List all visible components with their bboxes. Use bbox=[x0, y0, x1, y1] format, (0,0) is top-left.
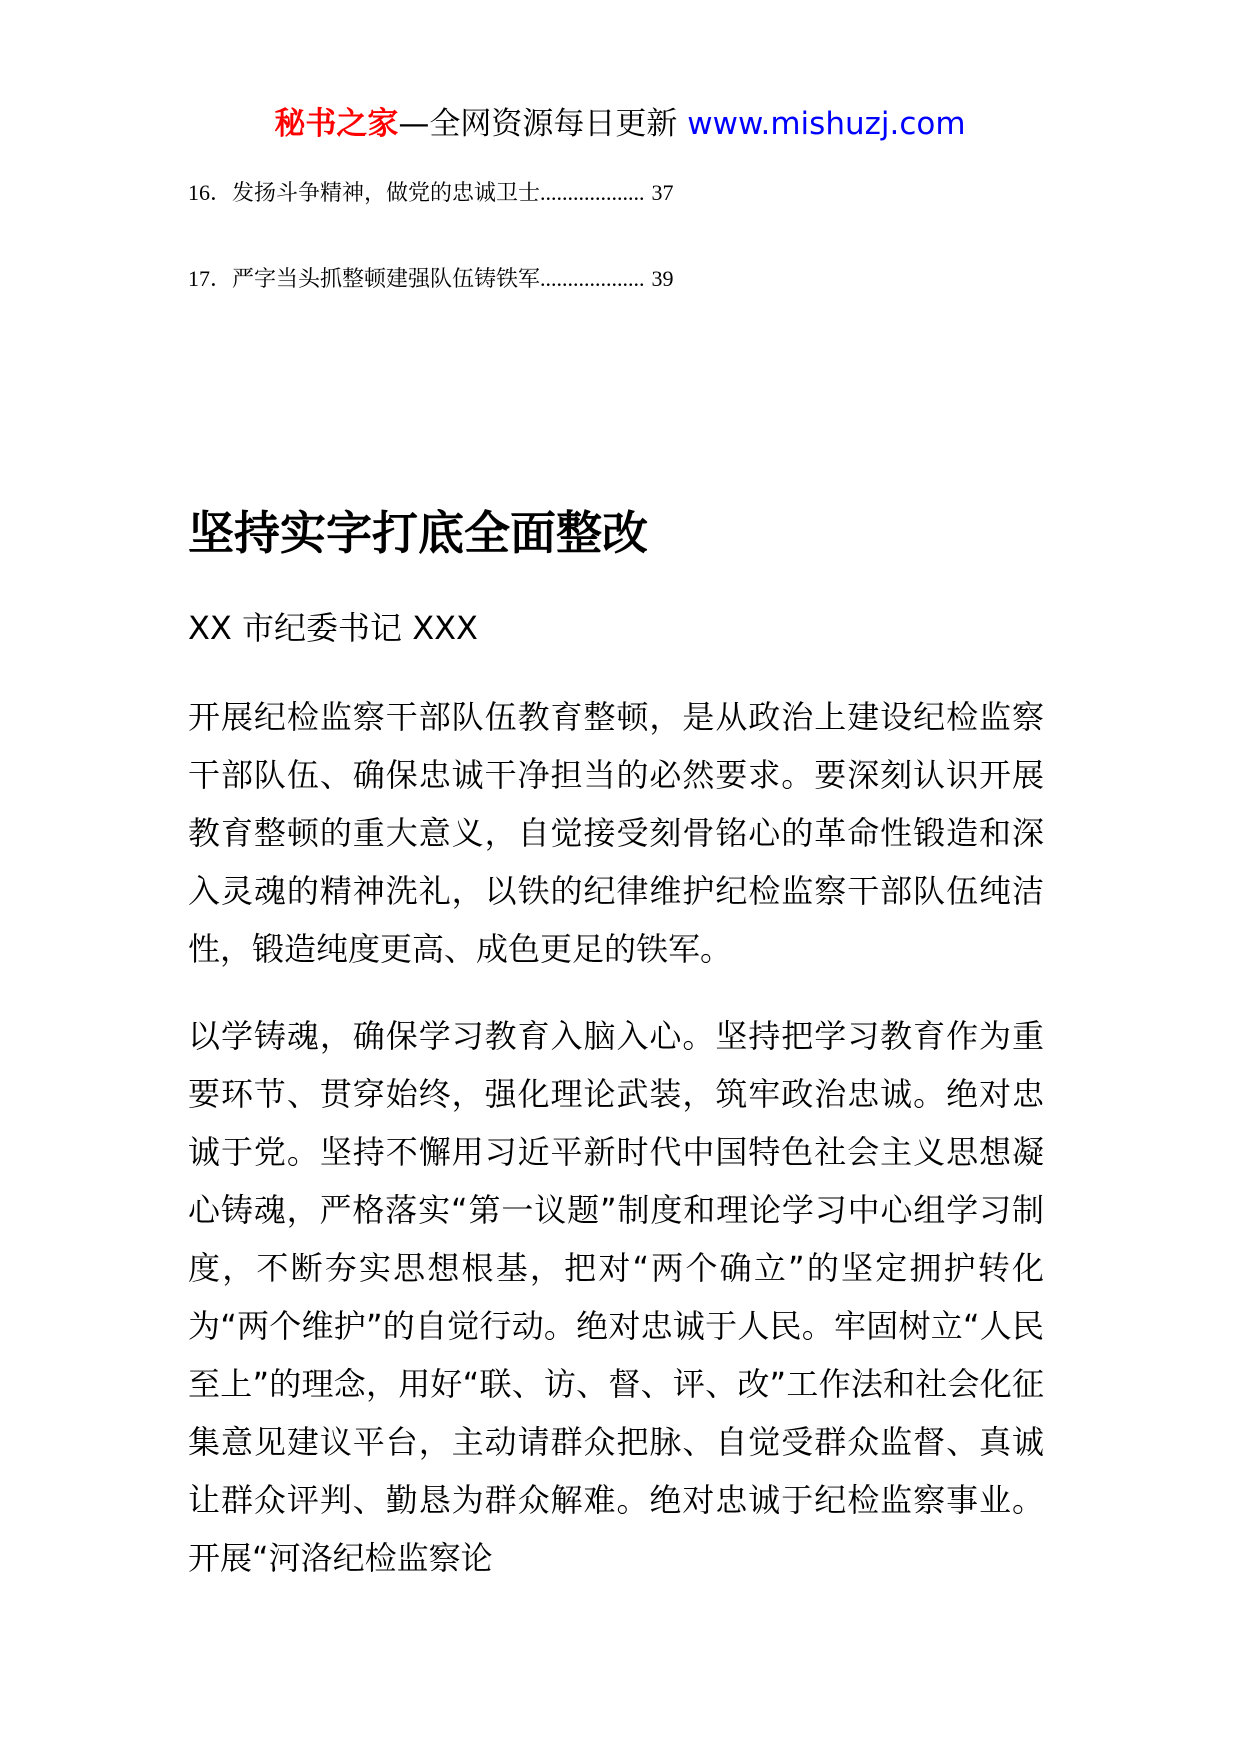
site-brand: 秘书之家 bbox=[274, 106, 399, 142]
article-title: 坚持实字打底全面整改 bbox=[188, 506, 648, 560]
toc-leader-dots: ................... bbox=[540, 180, 645, 205]
toc-entry[interactable] bbox=[188, 264, 748, 295]
toc-title: 严字当头抓整顿建强队伍铸铁军 bbox=[232, 267, 541, 292]
article-paragraph: 以学铸魂，确保学习教育入脑入心。坚持把学习教育作为重要环节、贯穿始终，强化理论武装，筑牢政治忠诚。绝对忠诚于党。坚持不懈用习近平新时代中国特色社会主义思想凝心铸魂，严格落实“第一议题”制度和理论学习中心组学习制度，不断夯实思想根基，把对“两个确立”的坚定拥护转化为“两个维护”的自觉行动。绝对忠诚于人民。牢固树立“人民至上”的理念，用好“联、访、督、评、改”工作法和社会化征集意见建议平台，主动请群众把脉、自觉受群众监督、真诚让群众评判、勤恳为群众解难。绝对忠诚于纪检监察事业。开展“河洛纪检监察论 bbox=[188, 1017, 1044, 1577]
toc-leader-dots: ................... bbox=[540, 266, 645, 291]
toc-page-number: 37 bbox=[651, 180, 674, 205]
site-url-link[interactable]: www.mishuzj.com bbox=[687, 106, 966, 142]
toc-entry[interactable] bbox=[188, 178, 748, 209]
article-paragraph: 开展纪检监察干部队伍教育整顿，是从政治上建设纪检监察干部队伍、确保忠诚干净担当的必然要求。要深刻认识开展教育整顿的重大意义，自觉接受刻骨铭心的革命性锻造和深入灵魂的精神洗礼，以铁的纪律维护纪检监察干部队伍纯洁性，锻造纯度更高、成色更足的铁军。 bbox=[188, 698, 1044, 968]
article-author: XX 市纪委书记 XXX bbox=[188, 609, 478, 647]
toc-number: 16． bbox=[188, 180, 233, 205]
site-tagline: —全网资源每日更新 bbox=[398, 106, 678, 142]
site-header bbox=[0, 102, 1240, 146]
toc-number: 17． bbox=[188, 266, 233, 291]
toc-page-number: 39 bbox=[651, 266, 674, 291]
toc-title: 发扬斗争精神，做党的忠诚卫士 bbox=[232, 181, 541, 206]
